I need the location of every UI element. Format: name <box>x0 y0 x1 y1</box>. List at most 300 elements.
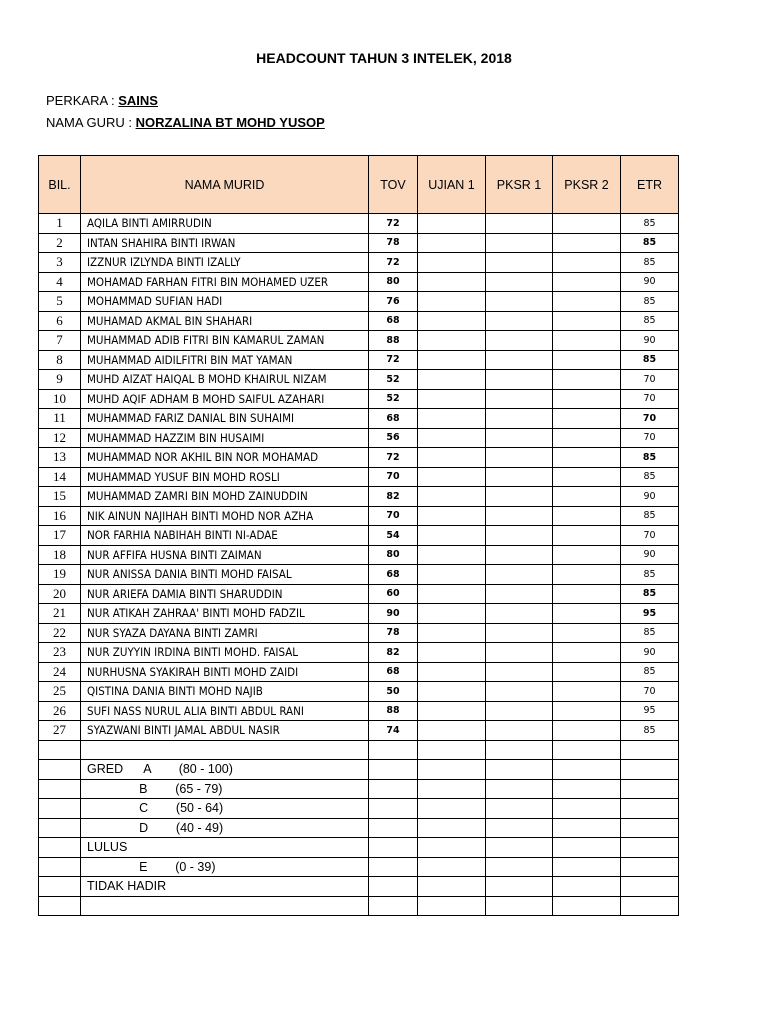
pksr-1-score <box>486 487 553 507</box>
ujian-1-score <box>418 272 486 292</box>
etr-score: 85 <box>621 623 679 643</box>
gred-empty-cell <box>369 818 418 838</box>
gred-empty-cell <box>418 857 486 877</box>
student-name: MUHAMMAD ZAMRI BIN MOHD ZAINUDDIN <box>81 487 369 507</box>
pksr-2-score <box>553 643 621 663</box>
student-name: MOHAMMAD SUFIAN HADI <box>81 292 369 312</box>
gred-empty-cell <box>369 877 418 897</box>
gred-row <box>39 896 679 916</box>
gred-empty-cell <box>39 760 81 780</box>
tov-score: 72 <box>369 214 418 234</box>
gred-empty-cell <box>369 799 418 819</box>
gred-empty-cell <box>553 740 621 760</box>
tov-score: 50 <box>369 682 418 702</box>
student-number: 19 <box>39 565 81 585</box>
gred-empty-cell <box>553 838 621 858</box>
student-name: NURHUSNA SYAKIRAH BINTI MOHD ZAIDI <box>81 662 369 682</box>
tov-score: 70 <box>369 467 418 487</box>
pksr-1-score <box>486 428 553 448</box>
gred-empty-cell <box>486 779 553 799</box>
tov-score: 72 <box>369 350 418 370</box>
table-row <box>39 428 679 448</box>
student-number: 25 <box>39 682 81 702</box>
etr-score: 90 <box>621 272 679 292</box>
table-row <box>39 506 679 526</box>
tov-score: 72 <box>369 448 418 468</box>
gred-empty-cell <box>486 838 553 858</box>
gred-label <box>81 740 369 760</box>
pksr-1-score <box>486 506 553 526</box>
tov-score: 60 <box>369 584 418 604</box>
student-name: MUHAMMAD ADIB FITRI BIN KAMARUL ZAMAN <box>81 331 369 351</box>
student-name: MUHAMAD AKMAL BIN SHAHARI <box>81 311 369 331</box>
pksr-2-score <box>553 584 621 604</box>
student-number: 21 <box>39 604 81 624</box>
gred-empty-cell <box>39 896 81 916</box>
gred-empty-cell <box>621 877 679 897</box>
table-row <box>39 233 679 253</box>
tov-score: 74 <box>369 721 418 741</box>
pksr-1-score <box>486 350 553 370</box>
table-row <box>39 643 679 663</box>
gred-empty-cell <box>39 857 81 877</box>
gred-empty-cell <box>39 799 81 819</box>
teacher-value: NORZALINA BT MOHD YUSOP <box>135 115 325 130</box>
student-name: MUHAMMAD NOR AKHIL BIN NOR MOHAMAD <box>81 448 369 468</box>
ujian-1-score <box>418 467 486 487</box>
gred-row <box>39 799 679 819</box>
etr-score: 85 <box>621 292 679 312</box>
pksr-1-score <box>486 584 553 604</box>
header-nama-murid: NAMA MURID <box>81 156 369 214</box>
tov-score: 88 <box>369 331 418 351</box>
ujian-1-score <box>418 311 486 331</box>
gred-label: B (65 - 79) <box>81 779 369 799</box>
student-number: 1 <box>39 214 81 234</box>
gred-empty-cell <box>369 740 418 760</box>
pksr-1-score <box>486 623 553 643</box>
gred-empty-cell <box>418 799 486 819</box>
student-name: NUR ARIEFA DAMIA BINTI SHARUDDIN <box>81 584 369 604</box>
pksr-2-score <box>553 350 621 370</box>
gred-row <box>39 760 679 780</box>
pksr-1-score <box>486 370 553 390</box>
pksr-2-score <box>553 448 621 468</box>
student-number: 26 <box>39 701 81 721</box>
pksr-1-score <box>486 253 553 273</box>
gred-row <box>39 818 679 838</box>
gred-empty-cell <box>418 740 486 760</box>
pksr-2-score <box>553 253 621 273</box>
gred-row <box>39 838 679 858</box>
student-number: 13 <box>39 448 81 468</box>
gred-empty-cell <box>621 838 679 858</box>
pksr-2-score <box>553 311 621 331</box>
student-number: 8 <box>39 350 81 370</box>
table-row <box>39 389 679 409</box>
teacher-label: NAMA GURU : <box>46 115 136 130</box>
tov-score: 68 <box>369 409 418 429</box>
student-name: QISTINA DANIA BINTI MOHD NAJIB <box>81 682 369 702</box>
gred-label <box>81 896 369 916</box>
student-number: 20 <box>39 584 81 604</box>
etr-score: 85 <box>621 584 679 604</box>
gred-empty-cell <box>418 838 486 858</box>
ujian-1-score <box>418 584 486 604</box>
gred-label: TIDAK HADIR <box>81 877 369 897</box>
table-row <box>39 565 679 585</box>
tov-score: 78 <box>369 233 418 253</box>
student-name: NUR ATIKAH ZAHRAA' BINTI MOHD FADZIL <box>81 604 369 624</box>
pksr-1-score <box>486 682 553 702</box>
ujian-1-score <box>418 292 486 312</box>
gred-empty-cell <box>553 877 621 897</box>
header-ujian-1: UJIAN 1 <box>418 156 486 214</box>
header-bil: BIL. <box>39 156 81 214</box>
gred-empty-cell <box>486 760 553 780</box>
gred-empty-cell <box>621 896 679 916</box>
student-number: 18 <box>39 545 81 565</box>
ujian-1-score <box>418 253 486 273</box>
ujian-1-score <box>418 428 486 448</box>
pksr-2-score <box>553 389 621 409</box>
student-number: 6 <box>39 311 81 331</box>
gred-empty-cell <box>418 779 486 799</box>
table-row <box>39 545 679 565</box>
etr-score: 90 <box>621 331 679 351</box>
etr-score: 85 <box>621 721 679 741</box>
tov-score: 70 <box>369 506 418 526</box>
table-row <box>39 292 679 312</box>
gred-empty-cell <box>553 896 621 916</box>
gred-empty-cell <box>553 818 621 838</box>
pksr-2-score <box>553 370 621 390</box>
table-row <box>39 623 679 643</box>
pksr-2-score <box>553 662 621 682</box>
ujian-1-score <box>418 721 486 741</box>
etr-score: 70 <box>621 428 679 448</box>
tov-score: 80 <box>369 545 418 565</box>
pksr-1-score <box>486 214 553 234</box>
student-number: 24 <box>39 662 81 682</box>
ujian-1-score <box>418 545 486 565</box>
table-row <box>39 311 679 331</box>
table-body <box>39 214 679 916</box>
pksr-1-score <box>486 643 553 663</box>
tov-score: 68 <box>369 311 418 331</box>
gred-row <box>39 877 679 897</box>
gred-empty-cell <box>553 779 621 799</box>
gred-empty-cell <box>39 877 81 897</box>
pksr-2-score <box>553 467 621 487</box>
table-row <box>39 448 679 468</box>
gred-empty-cell <box>418 896 486 916</box>
pksr-1-score <box>486 292 553 312</box>
tov-score: 90 <box>369 604 418 624</box>
tov-score: 82 <box>369 643 418 663</box>
table-row <box>39 604 679 624</box>
gred-empty-cell <box>486 896 553 916</box>
student-number: 12 <box>39 428 81 448</box>
header-etr: ETR <box>621 156 679 214</box>
tov-score: 80 <box>369 272 418 292</box>
student-number: 5 <box>39 292 81 312</box>
ujian-1-score <box>418 506 486 526</box>
etr-score: 70 <box>621 389 679 409</box>
pksr-2-score <box>553 487 621 507</box>
pksr-2-score <box>553 428 621 448</box>
table-row <box>39 721 679 741</box>
etr-score: 95 <box>621 604 679 624</box>
gred-label: GRED A (80 - 100) <box>81 760 369 780</box>
gred-empty-cell <box>486 799 553 819</box>
gred-empty-cell <box>369 779 418 799</box>
pksr-1-score <box>486 467 553 487</box>
pksr-2-score <box>553 721 621 741</box>
student-name: MOHAMAD FARHAN FITRI BIN MOHAMED UZER <box>81 272 369 292</box>
ujian-1-score <box>418 526 486 546</box>
subject-label: PERKARA : <box>46 93 119 108</box>
student-number: 11 <box>39 409 81 429</box>
gred-empty-cell <box>39 838 81 858</box>
student-name: MUHAMMAD HAZZIM BIN HUSAIMI <box>81 428 369 448</box>
gred-empty-cell <box>621 857 679 877</box>
student-name: AQILA BINTI AMIRRUDIN <box>81 214 369 234</box>
gred-empty-cell <box>369 857 418 877</box>
student-name: MUHAMMAD AIDILFITRI BIN MAT YAMAN <box>81 350 369 370</box>
ujian-1-score <box>418 662 486 682</box>
table-row <box>39 682 679 702</box>
page-title: HEADCOUNT TAHUN 3 INTELEK, 2018 <box>256 50 512 66</box>
tov-score: 82 <box>369 487 418 507</box>
pksr-2-score <box>553 701 621 721</box>
etr-score: 70 <box>621 526 679 546</box>
pksr-2-score <box>553 409 621 429</box>
student-number: 22 <box>39 623 81 643</box>
teacher-line <box>46 115 325 130</box>
subject-value: SAINS <box>118 93 158 108</box>
gred-empty-cell <box>369 838 418 858</box>
tov-score: 72 <box>369 253 418 273</box>
student-name: MUHD AQIF ADHAM B MOHD SAIFUL AZAHARI <box>81 389 369 409</box>
table-row <box>39 662 679 682</box>
pksr-1-score <box>486 604 553 624</box>
ujian-1-score <box>418 331 486 351</box>
table-row <box>39 370 679 390</box>
gred-empty-cell <box>553 799 621 819</box>
gred-empty-cell <box>418 877 486 897</box>
gred-empty-cell <box>621 818 679 838</box>
pksr-1-score <box>486 545 553 565</box>
table-row <box>39 272 679 292</box>
gred-empty-cell <box>553 760 621 780</box>
pksr-2-score <box>553 604 621 624</box>
student-number: 10 <box>39 389 81 409</box>
gred-empty-cell <box>486 740 553 760</box>
pksr-1-score <box>486 662 553 682</box>
gred-empty-cell <box>621 799 679 819</box>
gred-empty-cell <box>486 877 553 897</box>
student-name: INTAN SHAHIRA BINTI IRWAN <box>81 233 369 253</box>
subject-line <box>46 93 158 108</box>
header-pksr-2: PKSR 2 <box>553 156 621 214</box>
gred-row <box>39 740 679 760</box>
student-number: 4 <box>39 272 81 292</box>
pksr-1-score <box>486 311 553 331</box>
etr-score: 85 <box>621 233 679 253</box>
tov-score: 88 <box>369 701 418 721</box>
gred-label: E (0 - 39) <box>81 857 369 877</box>
gred-empty-cell <box>486 818 553 838</box>
gred-empty-cell <box>553 857 621 877</box>
student-number: 9 <box>39 370 81 390</box>
headcount-table <box>38 155 679 916</box>
student-number: 23 <box>39 643 81 663</box>
pksr-1-score <box>486 721 553 741</box>
student-number: 17 <box>39 526 81 546</box>
ujian-1-score <box>418 643 486 663</box>
pksr-1-score <box>486 701 553 721</box>
student-name: MUHD AIZAT HAIQAL B MOHD KHAIRUL NIZAM <box>81 370 369 390</box>
etr-score: 85 <box>621 565 679 585</box>
pksr-1-score <box>486 448 553 468</box>
pksr-1-score <box>486 272 553 292</box>
pksr-1-score <box>486 389 553 409</box>
ujian-1-score <box>418 409 486 429</box>
pksr-2-score <box>553 292 621 312</box>
gred-label: LULUS <box>81 838 369 858</box>
gred-empty-cell <box>621 740 679 760</box>
student-name: NUR SYAZA DAYANA BINTI ZAMRI <box>81 623 369 643</box>
tov-score: 76 <box>369 292 418 312</box>
student-number: 15 <box>39 487 81 507</box>
student-name: SYAZWANI BINTI JAMAL ABDUL NASIR <box>81 721 369 741</box>
gred-row <box>39 779 679 799</box>
etr-score: 85 <box>621 311 679 331</box>
pksr-1-score <box>486 526 553 546</box>
student-number: 3 <box>39 253 81 273</box>
table-row <box>39 350 679 370</box>
table-row <box>39 526 679 546</box>
ujian-1-score <box>418 214 486 234</box>
gred-empty-cell <box>39 779 81 799</box>
student-number: 16 <box>39 506 81 526</box>
table-row <box>39 331 679 351</box>
student-name: NUR AFFIFA HUSNA BINTI ZAIMAN <box>81 545 369 565</box>
student-name: NOR FARHIA NABIHAH BINTI NI-ADAE <box>81 526 369 546</box>
ujian-1-score <box>418 233 486 253</box>
table-row <box>39 409 679 429</box>
gred-label: D (40 - 49) <box>81 818 369 838</box>
tov-score: 52 <box>369 389 418 409</box>
tov-score: 52 <box>369 370 418 390</box>
student-number: 7 <box>39 331 81 351</box>
table-row <box>39 701 679 721</box>
header-row <box>39 156 679 214</box>
ujian-1-score <box>418 370 486 390</box>
tov-score: 68 <box>369 662 418 682</box>
etr-score: 85 <box>621 214 679 234</box>
etr-score: 85 <box>621 253 679 273</box>
student-name: SUFI NASS NURUL ALIA BINTI ABDUL RANI <box>81 701 369 721</box>
table-row <box>39 584 679 604</box>
pksr-1-score <box>486 565 553 585</box>
ujian-1-score <box>418 682 486 702</box>
ujian-1-score <box>418 389 486 409</box>
header-pksr-1: PKSR 1 <box>486 156 553 214</box>
student-number: 27 <box>39 721 81 741</box>
tov-score: 68 <box>369 565 418 585</box>
ujian-1-score <box>418 565 486 585</box>
pksr-2-score <box>553 565 621 585</box>
table-row <box>39 487 679 507</box>
student-name: NUR ANISSA DANIA BINTI MOHD FAISAL <box>81 565 369 585</box>
gred-empty-cell <box>369 896 418 916</box>
pksr-2-score <box>553 233 621 253</box>
ujian-1-score <box>418 604 486 624</box>
student-number: 14 <box>39 467 81 487</box>
etr-score: 70 <box>621 409 679 429</box>
etr-score: 85 <box>621 467 679 487</box>
pksr-2-score <box>553 623 621 643</box>
pksr-1-score <box>486 233 553 253</box>
etr-score: 85 <box>621 448 679 468</box>
gred-empty-cell <box>621 779 679 799</box>
etr-score: 95 <box>621 701 679 721</box>
gred-empty-cell <box>39 818 81 838</box>
student-name: NIK AINUN NAJIHAH BINTI MOHD NOR AZHA <box>81 506 369 526</box>
pksr-2-score <box>553 331 621 351</box>
etr-score: 90 <box>621 643 679 663</box>
gred-empty-cell <box>39 740 81 760</box>
student-name: IZZNUR IZLYNDA BINTI IZALLY <box>81 253 369 273</box>
tov-score: 54 <box>369 526 418 546</box>
etr-score: 70 <box>621 682 679 702</box>
gred-empty-cell <box>486 857 553 877</box>
pksr-2-score <box>553 272 621 292</box>
pksr-2-score <box>553 526 621 546</box>
etr-score: 85 <box>621 506 679 526</box>
gred-empty-cell <box>418 760 486 780</box>
gred-label: C (50 - 64) <box>81 799 369 819</box>
table-row <box>39 253 679 273</box>
gred-empty-cell <box>418 818 486 838</box>
etr-score: 85 <box>621 662 679 682</box>
student-name: MUHAMMAD YUSUF BIN MOHD ROSLI <box>81 467 369 487</box>
etr-score: 85 <box>621 350 679 370</box>
header-tov: TOV <box>369 156 418 214</box>
ujian-1-score <box>418 623 486 643</box>
ujian-1-score <box>418 448 486 468</box>
pksr-2-score <box>553 682 621 702</box>
tov-score: 56 <box>369 428 418 448</box>
student-name: MUHAMMAD FARIZ DANIAL BIN SUHAIMI <box>81 409 369 429</box>
ujian-1-score <box>418 350 486 370</box>
etr-score: 70 <box>621 370 679 390</box>
pksr-2-score <box>553 506 621 526</box>
pksr-2-score <box>553 545 621 565</box>
gred-row <box>39 857 679 877</box>
etr-score: 90 <box>621 487 679 507</box>
tov-score: 78 <box>369 623 418 643</box>
gred-empty-cell <box>369 760 418 780</box>
table-row <box>39 214 679 234</box>
ujian-1-score <box>418 701 486 721</box>
gred-empty-cell <box>621 760 679 780</box>
pksr-1-score <box>486 409 553 429</box>
pksr-2-score <box>553 214 621 234</box>
etr-score: 90 <box>621 545 679 565</box>
